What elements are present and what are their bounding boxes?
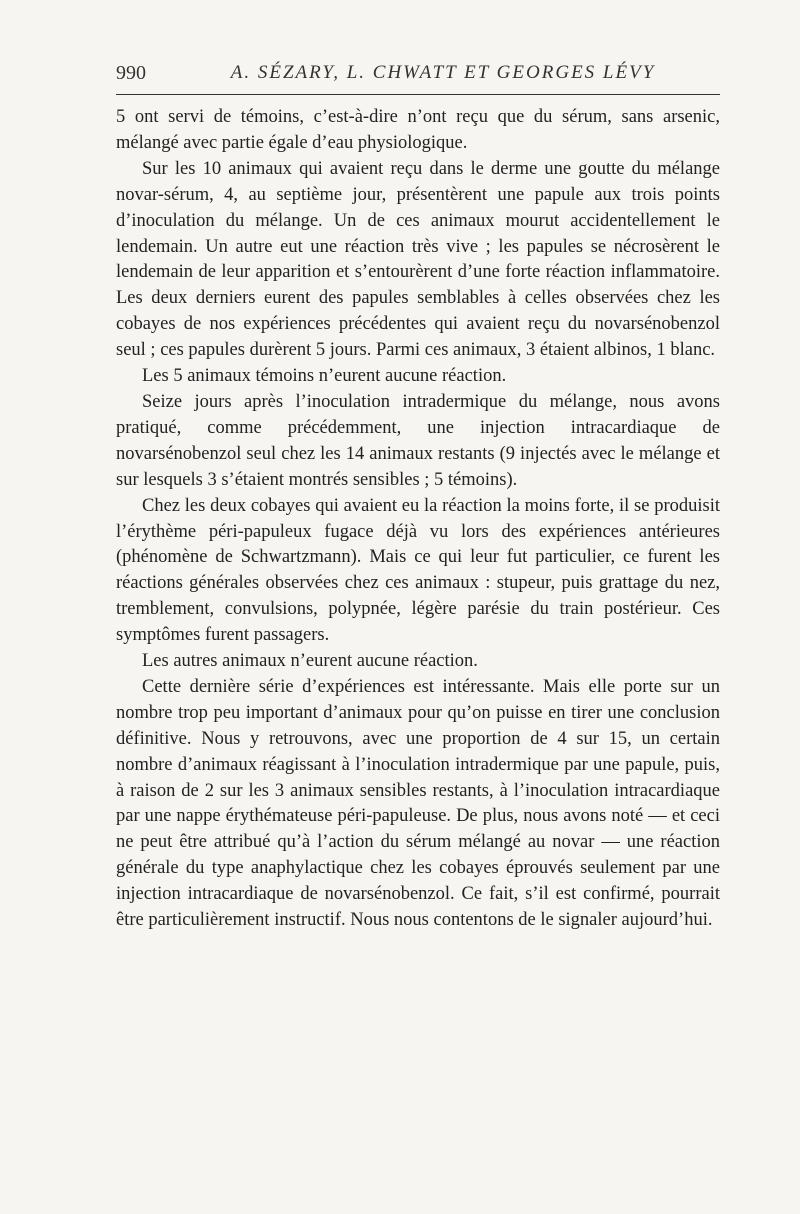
page-header <box>116 58 720 95</box>
running-title: A. SÉZARY, L. CHWATT ET GEORGES LÉVY <box>230 62 656 83</box>
paragraph-others: Les autres animaux n’eurent aucune réaction. <box>142 651 478 672</box>
paragraph-results: Sur les 10 animaux qui avaient reçu dans le derme une goutte du mélange novar-sérum, 4, au septième jour, présentèrent une papule aux trois points d’inoculation du mélange. Un de ces animaux mourut accidentellement le lendemain. Un autre eut une réaction très vive ; les papules se nécrosèrent le lendemain de leur apparition et s’entourèrent d’une forte réaction inflammatoire. Les deux derniers eurent des papules semblables à celles observées chez les cobayes de nos expériences précédentes qui avaient reçu du novarsénobenzol seul ; ces papules durèrent 5 jours. Parmi ces animaux, 3 étaient albinos, 1 blanc. <box>116 158 720 361</box>
paragraph-continuation: 5 ont servi de témoins, c’est-à-dire n’ont reçu que du sérum, sans arsenic, mélangé avec partie égale d’eau physiologique. <box>116 107 720 153</box>
paragraph-conclusion: Cette dernière série d’expériences est intéressante. Mais elle porte sur un nombre trop peu important d’animaux pour qu’on puisse en tirer une conclusion définitive. Nous y retrouvons, avec une proportion de 4 sur 15, un certain nombre d’animaux réagissant à l’inoculation intradermique par une papule, puis, à raison de 2 sur les 3 animaux sensibles restants, à l’inoculation intracardiaque par une nappe érythémateuse péri-papuleuse. De plus, nous avons noté — et ceci ne peut être attribué qu’à l’action du sérum mélangé au novar — une réaction générale du type anaphylactique chez les cobayes éprouvés seulement par une injection intracardiaque de novarsénobenzol. Ce fait, s’il est confirmé, pourrait être particulièrement instructif. Nous nous contentons de le signaler aujourd’hui. <box>116 676 720 931</box>
body-text <box>116 105 720 934</box>
book-page <box>116 58 720 934</box>
paragraph-controls: Les 5 animaux témoins n’eurent aucune réaction. <box>142 366 507 387</box>
paragraph-general-reactions: Chez les deux cobayes qui avaient eu la réaction la moins forte, il se produisit l’érythème péri-papuleux fugace déjà vu lors des expériences antérieures (phénomène de Schwartzmann). Mais ce qui leur fut particulier, ce furent les réactions générales observées chez ces animaux : stupeur, puis grattage du nez, tremblement, convulsions, polypnée, légère parésie du train postérieur. Ces symptômes furent passagers. <box>116 495 720 646</box>
paragraph-intracardiac-injection: Seize jours après l’inoculation intradermique du mélange, nous avons pratiqué, comme précédemment, une injection intracardiaque de novarsénobenzol seul chez les 14 animaux restants (9 injectés avec le mélange et sur lesquels 3 s’étaient montrés sensibles ; 5 témoins). <box>116 391 720 490</box>
page-number: 990 <box>116 62 146 84</box>
